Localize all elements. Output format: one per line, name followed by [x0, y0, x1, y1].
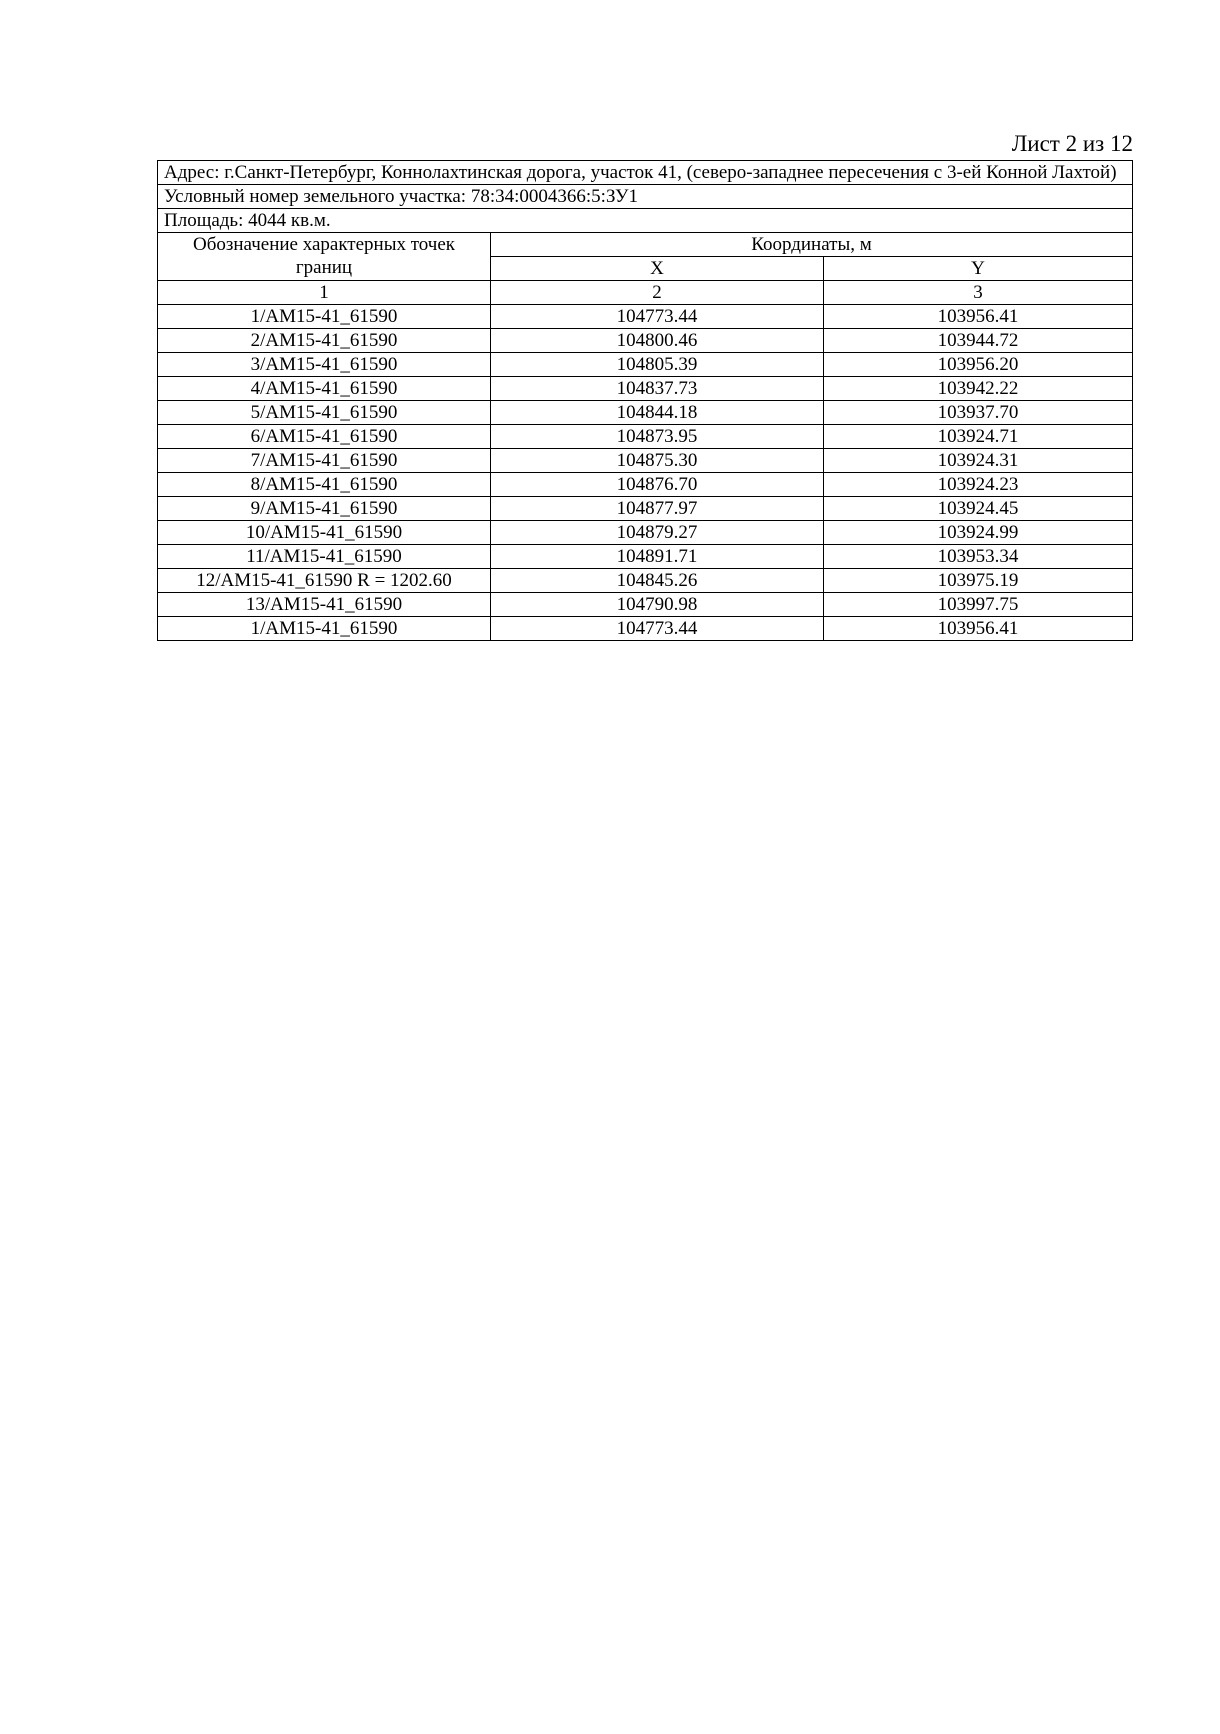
parcel-number-row [158, 185, 1133, 209]
header-row [158, 233, 1133, 257]
table-row [158, 401, 1133, 425]
column-number: 2 [491, 281, 824, 305]
area-text: Площадь: 4044 кв.м. [158, 209, 1133, 233]
point-cell: 7/AM15-41_61590 [158, 449, 491, 473]
table-row [158, 617, 1133, 641]
parcel-number-text: Условный номер земельного участка: 78:34:0004366:5:ЗУ1 [158, 185, 1133, 209]
table-row [158, 521, 1133, 545]
table-row [158, 425, 1133, 449]
coordinates-table-body [158, 161, 1133, 641]
x-cell: 104773.44 [491, 617, 824, 641]
y-cell: 103956.20 [824, 353, 1133, 377]
point-cell: 1/AM15-41_61590 [158, 617, 491, 641]
x-cell: 104805.39 [491, 353, 824, 377]
point-cell: 5/AM15-41_61590 [158, 401, 491, 425]
table-row [158, 545, 1133, 569]
point-cell: 10/AM15-41_61590 [158, 521, 491, 545]
sheet-number: Лист 2 из 12 [1011, 131, 1133, 156]
x-cell: 104873.95 [491, 425, 824, 449]
table-row [158, 593, 1133, 617]
coordinates-table [157, 160, 1133, 641]
y-cell: 103924.99 [824, 521, 1133, 545]
y-cell: 103944.72 [824, 329, 1133, 353]
table-row [158, 473, 1133, 497]
point-cell: 13/AM15-41_61590 [158, 593, 491, 617]
y-cell: 103942.22 [824, 377, 1133, 401]
x-cell: 104844.18 [491, 401, 824, 425]
y-cell: 103956.41 [824, 305, 1133, 329]
y-cell: 103953.34 [824, 545, 1133, 569]
x-cell: 104879.27 [491, 521, 824, 545]
table-row [158, 497, 1133, 521]
x-cell: 104877.97 [491, 497, 824, 521]
table-row [158, 329, 1133, 353]
area-row [158, 209, 1133, 233]
table-row [158, 305, 1133, 329]
table-row [158, 353, 1133, 377]
point-cell: 2/AM15-41_61590 [158, 329, 491, 353]
point-cell: 11/AM15-41_61590 [158, 545, 491, 569]
point-cell: 4/AM15-41_61590 [158, 377, 491, 401]
x-cell: 104790.98 [491, 593, 824, 617]
point-cell: 8/AM15-41_61590 [158, 473, 491, 497]
y-cell: 103997.75 [824, 593, 1133, 617]
table-row [158, 377, 1133, 401]
x-cell: 104773.44 [491, 305, 824, 329]
y-cell: 103924.45 [824, 497, 1133, 521]
y-cell: 103937.70 [824, 401, 1133, 425]
y-cell: 103924.71 [824, 425, 1133, 449]
table-row [158, 569, 1133, 593]
x-cell: 104876.70 [491, 473, 824, 497]
point-cell: 3/AM15-41_61590 [158, 353, 491, 377]
address-row [158, 161, 1133, 185]
address-text: Адрес: г.Санкт-Петербург, Коннолахтинская дорога, участок 41, (северо-западнее пересечения с 3-ей Конной Лахтой) [158, 161, 1133, 185]
table-row [158, 449, 1133, 473]
column-numbers-row [158, 281, 1133, 305]
x-cell: 104837.73 [491, 377, 824, 401]
point-cell: 6/AM15-41_61590 [158, 425, 491, 449]
point-cell: 12/AM15-41_61590 R = 1202.60 [158, 569, 491, 593]
column-number: 1 [158, 281, 491, 305]
x-cell: 104891.71 [491, 545, 824, 569]
column-number: 3 [824, 281, 1133, 305]
coords-header: Координаты, м [491, 233, 1133, 257]
x-cell: 104800.46 [491, 329, 824, 353]
x-cell: 104875.30 [491, 449, 824, 473]
x-cell: 104845.26 [491, 569, 824, 593]
point-cell: 9/AM15-41_61590 [158, 497, 491, 521]
points-header: Обозначение характерных точек границ [158, 233, 491, 281]
point-cell: 1/AM15-41_61590 [158, 305, 491, 329]
y-cell: 103924.31 [824, 449, 1133, 473]
y-cell: 103956.41 [824, 617, 1133, 641]
y-header: Y [824, 257, 1133, 281]
y-cell: 103924.23 [824, 473, 1133, 497]
y-cell: 103975.19 [824, 569, 1133, 593]
x-header: X [491, 257, 824, 281]
